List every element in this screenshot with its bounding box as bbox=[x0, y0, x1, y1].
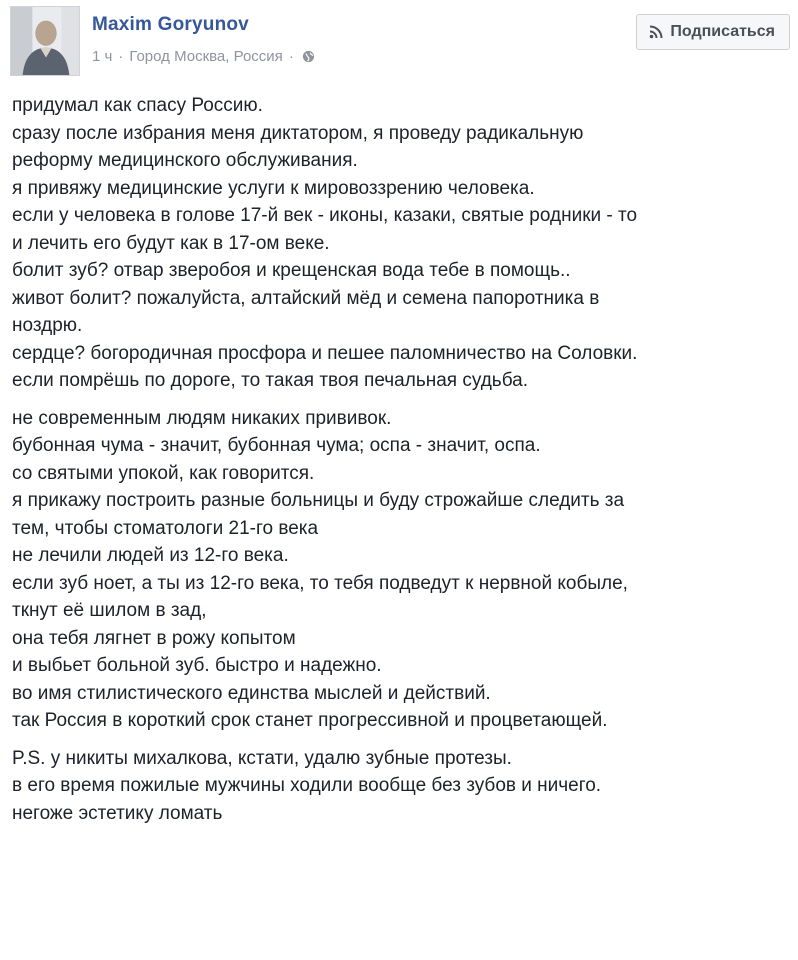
post-meta bbox=[92, 48, 315, 65]
text-line: если зуб ноет, а ты из 12-го века, то тебя подведут к нервной кобыле, bbox=[12, 572, 628, 594]
text-line: придумал как спасу Россию. bbox=[12, 95, 263, 116]
profile-photo bbox=[11, 7, 79, 75]
post-paragraph bbox=[12, 92, 788, 395]
post-time[interactable]: 1 ч bbox=[92, 48, 113, 65]
text-line: в его время пожилые мужчины ходили вообще без зубов и ничего. bbox=[12, 775, 602, 796]
text-line: если у человека в голове 17-й век - иконы, казаки, святые родники - то bbox=[12, 205, 638, 226]
text-line: я привяжу медицинские услуги к мировоззрению человека. bbox=[12, 177, 535, 199]
text-line: она тебя лягнет в рожу копытом bbox=[12, 627, 296, 649]
text-line: сердце? богородичная просфора и пешее паломничество на Соловки. bbox=[12, 342, 638, 364]
text-line: сразу после избрания меня диктатором, я проведу радикальную bbox=[12, 122, 584, 144]
subscribe-label: Подписаться bbox=[670, 23, 775, 40]
text-line: если помрёшь по дороге, то такая твоя печальная судьба. bbox=[12, 370, 528, 391]
avatar[interactable] bbox=[10, 6, 80, 76]
post-location[interactable]: Город Москва, Россия bbox=[129, 48, 283, 65]
text-line: так Россия в короткий срок станет прогрессивной и процветающей. bbox=[12, 710, 608, 731]
post-body bbox=[12, 92, 788, 837]
post-paragraph bbox=[12, 405, 788, 735]
text-line: болит зуб? отвар зверобоя и крещенская вода тебе в помощь.. bbox=[12, 260, 571, 281]
subscribe-button[interactable] bbox=[636, 14, 790, 50]
text-line: реформу медицинского обслуживания. bbox=[12, 150, 358, 171]
text-line: не лечили людей из 12-го века. bbox=[12, 545, 289, 566]
text-line: негоже эстетику ломать bbox=[12, 802, 223, 824]
rss-icon bbox=[649, 25, 663, 39]
text-line: во имя стилистического единства мыслей и действий. bbox=[12, 682, 491, 704]
globe-icon[interactable] bbox=[302, 50, 315, 63]
text-line: со святыми упокой, как говорится. bbox=[12, 462, 315, 484]
text-line: тем, чтобы стоматологи 21-го века bbox=[12, 517, 319, 539]
meta-separator: · bbox=[288, 48, 294, 65]
text-line: не современным людям никаких прививок. bbox=[12, 407, 392, 429]
text-line: P.S. у никиты михалкова, кстати, удалю зубные протезы. bbox=[12, 747, 512, 769]
text-line: бубонная чума - значит, бубонная чума; оспа - значит, оспа. bbox=[12, 435, 541, 456]
text-line: живот болит? пожалуйста, алтайский мёд и семена папоротника в bbox=[12, 287, 600, 309]
text-line: и лечить его будут как в 17-ом веке. bbox=[12, 232, 330, 254]
author-name[interactable]: Maxim Goryunov bbox=[92, 14, 249, 35]
post-header bbox=[10, 6, 790, 76]
post-paragraph bbox=[12, 745, 788, 828]
text-line: и выбьет больной зуб. быстро и надежно. bbox=[12, 655, 382, 676]
text-line: я прикажу построить разные больницы и буду строжайше следить за bbox=[12, 490, 625, 511]
text-line: ткнут её шилом в зад, bbox=[12, 600, 207, 621]
meta-separator: · bbox=[118, 48, 124, 65]
text-line: ноздрю. bbox=[12, 315, 83, 336]
